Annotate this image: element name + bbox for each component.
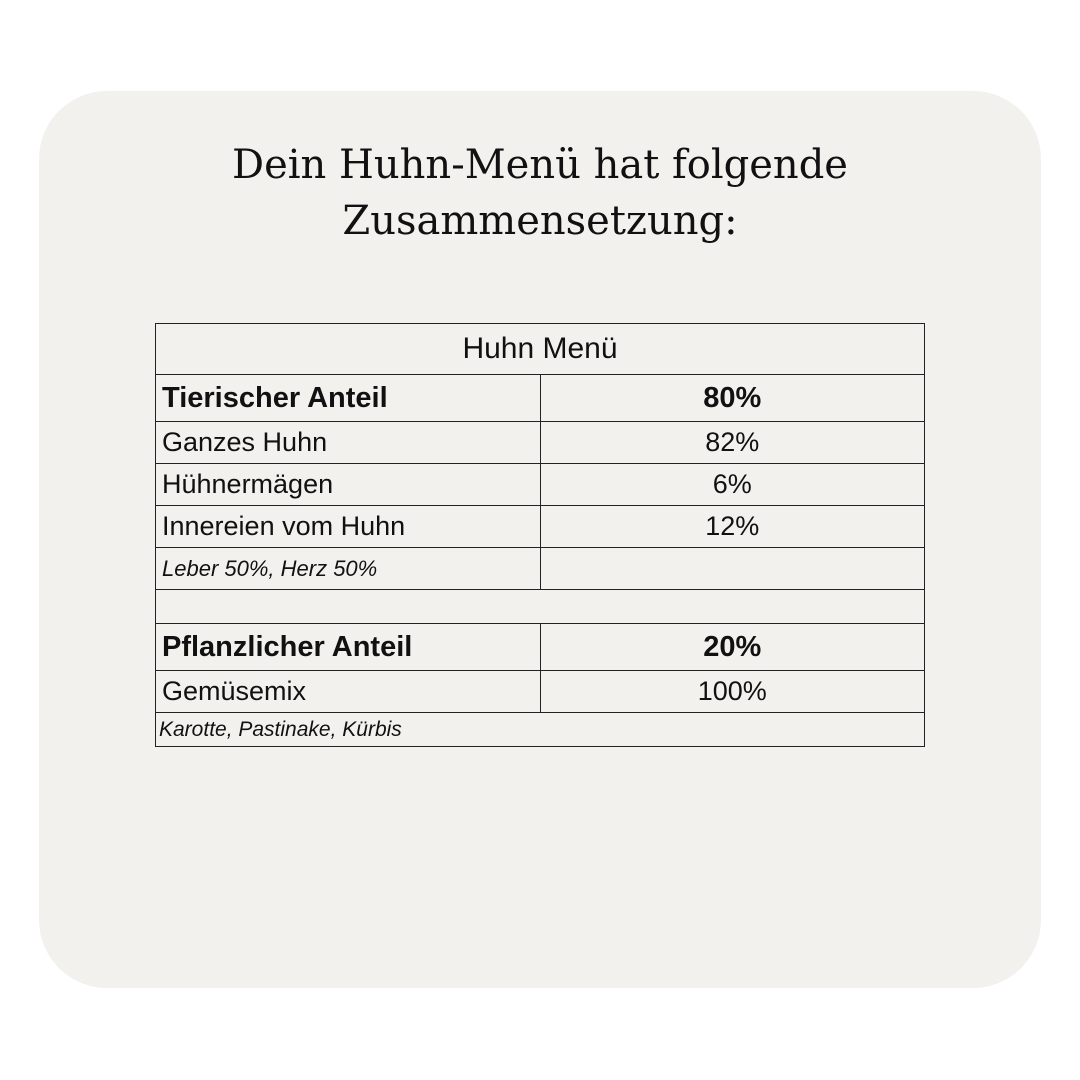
composition-table <box>155 323 925 747</box>
table-spacer-row <box>156 590 925 624</box>
item-name: Gemüsemix <box>156 671 541 713</box>
empty-cell <box>156 590 925 624</box>
item-value: 12% <box>540 506 925 548</box>
note-plant: Karotte, Pastinake, Kürbis <box>156 713 925 747</box>
item-name: Ganzes Huhn <box>156 422 541 464</box>
page-title <box>0 137 1080 249</box>
item-value: 82% <box>540 422 925 464</box>
item-value: 100% <box>540 671 925 713</box>
table-row <box>156 422 925 464</box>
note-animal: Leber 50%, Herz 50% <box>156 548 541 590</box>
title-line-2: Zusammensetzung: <box>342 198 738 244</box>
table-section-row-animal <box>156 375 925 422</box>
table-row <box>156 464 925 506</box>
empty-cell <box>540 548 925 590</box>
table-section-row-plant <box>156 624 925 671</box>
section-label-animal: Tierischer Anteil <box>156 375 541 422</box>
item-value: 6% <box>540 464 925 506</box>
title-line-1: Dein Huhn-Menü hat folgende <box>232 142 848 188</box>
table-title: Huhn Menü <box>156 324 925 375</box>
table-note-row-plant <box>156 713 925 747</box>
table-row <box>156 671 925 713</box>
table-row <box>156 506 925 548</box>
table-note-row-animal <box>156 548 925 590</box>
item-name: Hühnermägen <box>156 464 541 506</box>
section-value-plant: 20% <box>540 624 925 671</box>
section-label-plant: Pflanzlicher Anteil <box>156 624 541 671</box>
item-name: Innereien vom Huhn <box>156 506 541 548</box>
table-title-row <box>156 324 925 375</box>
section-value-animal: 80% <box>540 375 925 422</box>
